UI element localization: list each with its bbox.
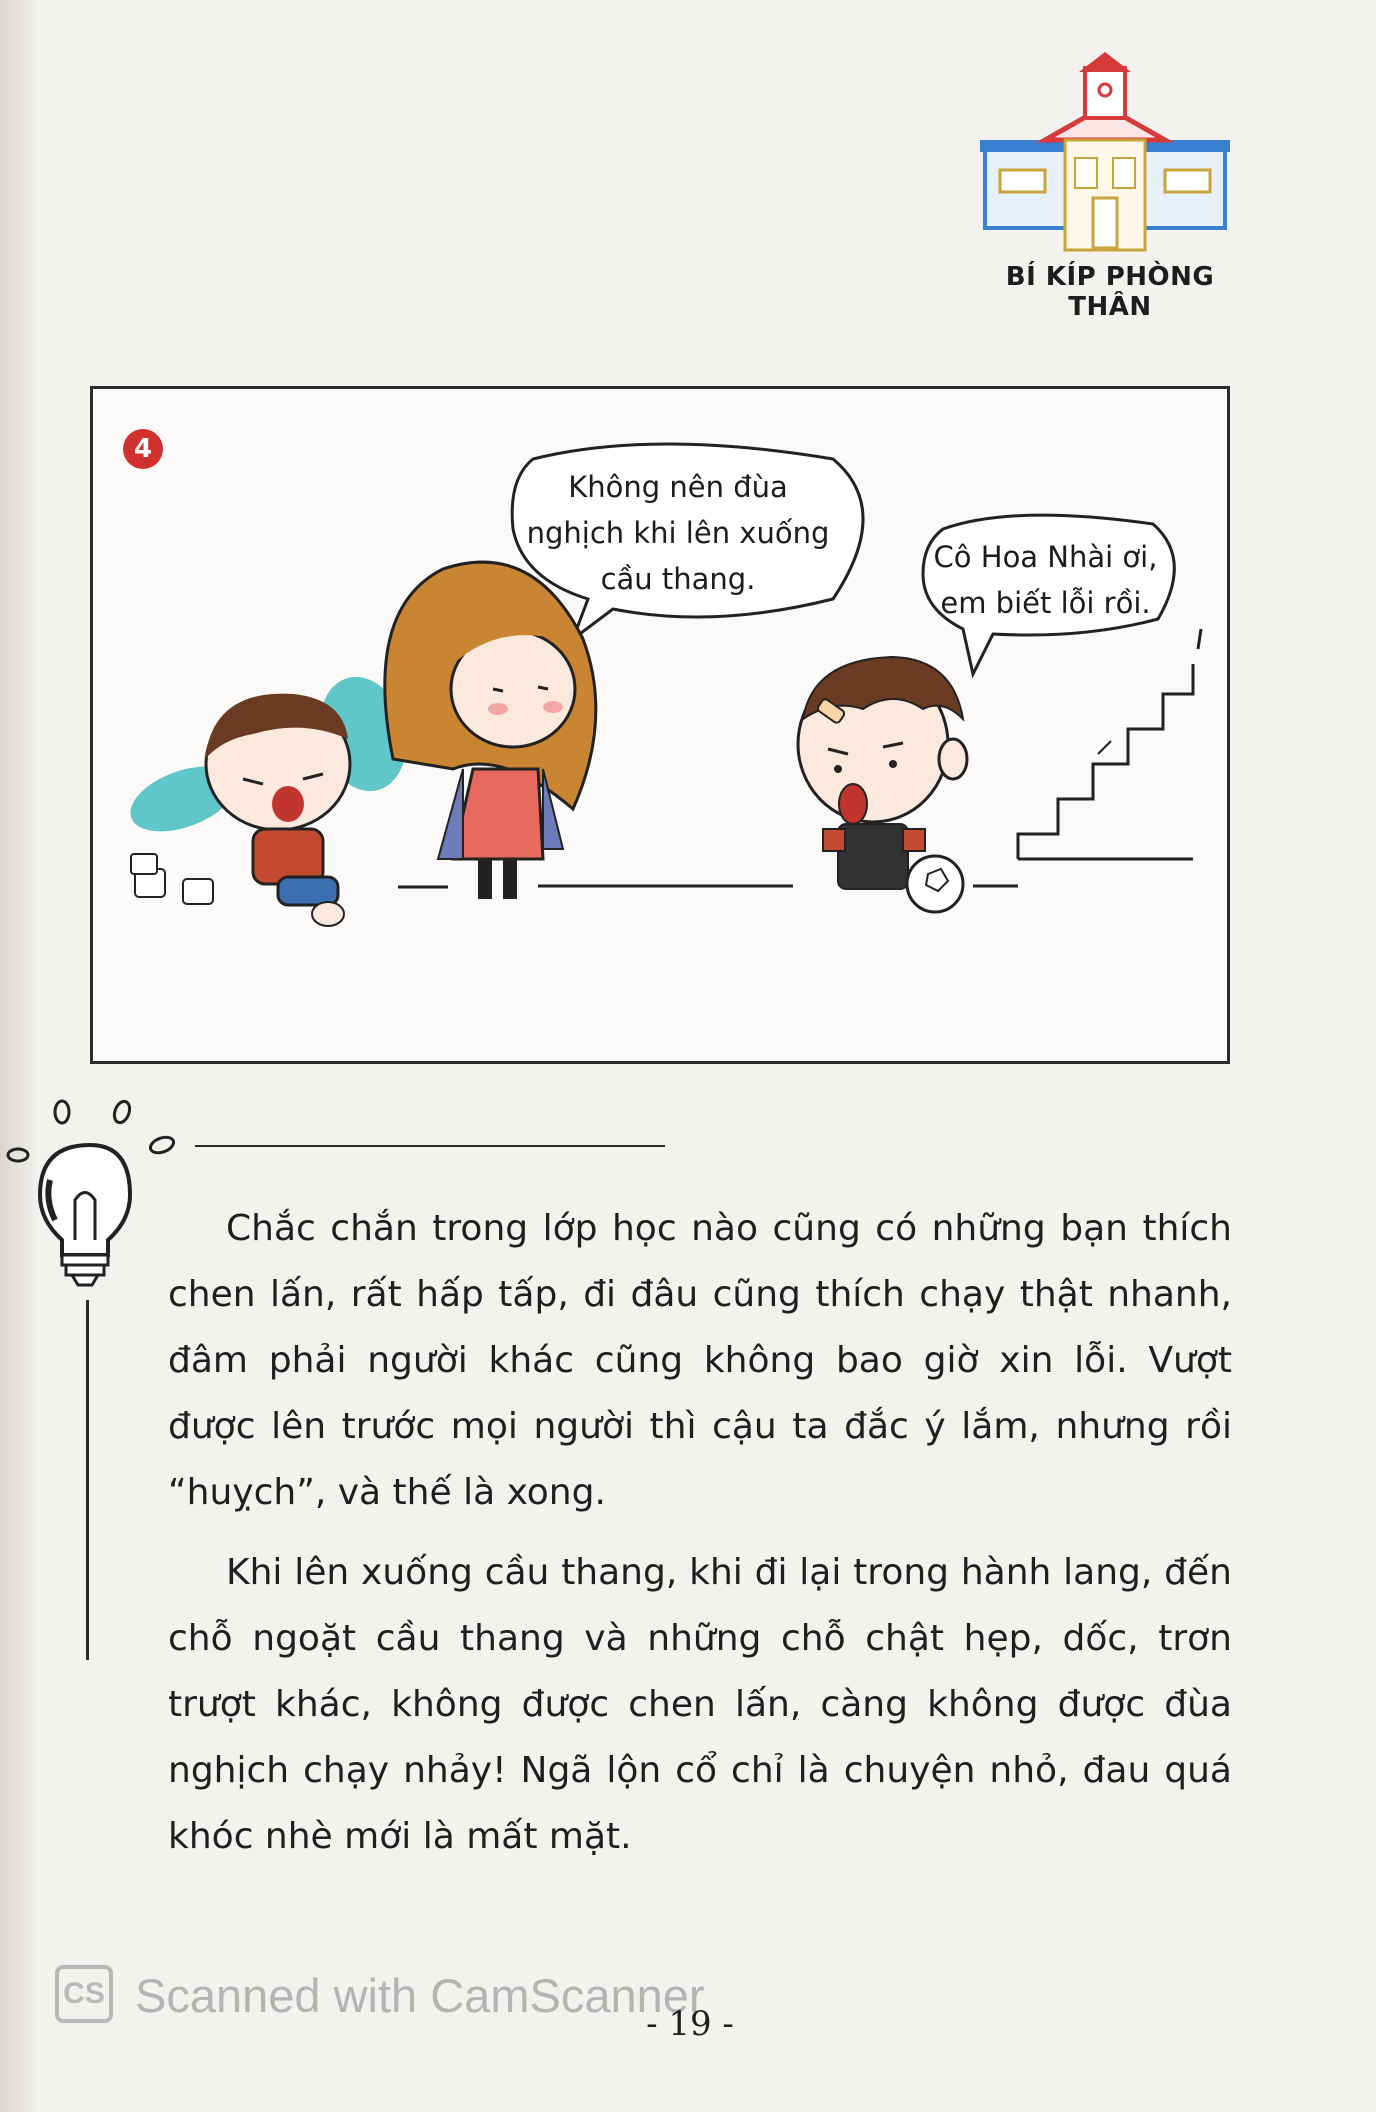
body-text — [168, 1196, 1232, 1884]
decorative-rule-top — [195, 1145, 665, 1147]
light-bulb-icon — [0, 1090, 175, 1290]
decorative-rule-side — [86, 1300, 89, 1660]
paragraph-2: Khi lên xuống cầu thang, khi đi lại trong hành lang, đến chỗ ngoặt cầu thang và những chỗ chật hẹp, dốc, trơn trượt khác, không được chen lấn, càng không được đùa nghịch chạy nhảy! Ngã lộn cổ chỉ là chuyện nhỏ, đau quá khóc nhè mới là mất mặt. — [168, 1552, 1232, 1857]
camscanner-logo: CS — [55, 1965, 113, 2023]
panel-number-badge: 4 — [123, 429, 163, 469]
camscanner-watermark: Scanned with CamScanner — [135, 1969, 705, 2022]
page-edge-shadow — [0, 0, 40, 2112]
paragraph-1: Chắc chắn trong lớp học nào cũng có những bạn thích chen lấn, rất hấp tấp, đi đâu cũng thích chạy thật nhanh, đâm phải người khác cũng không bao giờ xin lỗi. Vượt được lên trước mọi người thì cậu ta đắc ý lắm, nhưng rồi “huỵch”, và thế là xong. — [168, 1208, 1232, 1513]
comic-panel — [90, 386, 1230, 1064]
page-number: - 19 - — [646, 2004, 734, 2044]
header-title: BÍ KÍP PHÒNG THÂN — [1005, 262, 1215, 322]
teacher-speech-text: Không nên đùa nghịch khi lên xuống cầu thang. — [526, 470, 830, 596]
school-building-icon — [975, 48, 1235, 258]
boy-speech-text: Cô Hoa Nhài ơi, em biết lỗi rồi. — [933, 540, 1158, 620]
